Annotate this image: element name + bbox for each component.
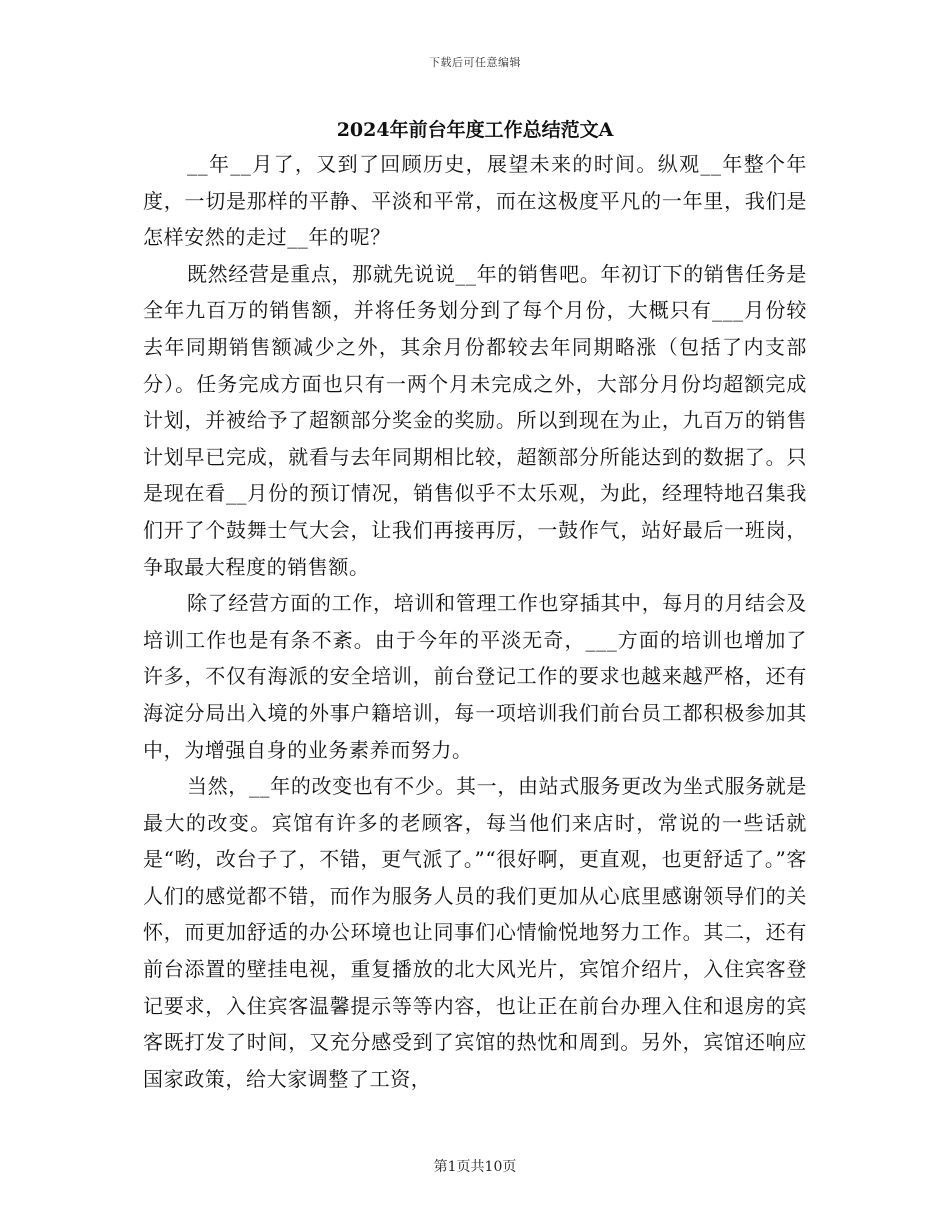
page-number: 第1页共10页 [433,1159,517,1175]
paragraph-1: __年__月了，又到了回顾历史，展望未来的时间。纵观__年整个年度，一切是那样的平静、平淡和平常，而在这极度平凡的一年里，我们是怎样安然的走过__年的呢？ [143,152,807,250]
document-body [143,146,807,1097]
paragraph-3: 除了经营方面的工作，培训和管理工作也穿插其中，每月的月结会及培训工作也是有条不紊。由于今年的平淡无奇，___方面的培训也增加了许多，不仅有海派的安全培训，前台登记工作的要求也越来越严格，还有海淀分局出入境的外事户籍培训，每一项培训我们前台员工都积极参加其中，为增强自身的业务素养而努力。 [143,591,807,762]
page-header-note: 下载后可任意编辑 [429,56,521,69]
paragraph-4: 当然，__年的改变也有不少。其一，由站式服务更改为坐式服务就是最大的改变。宾馆有许多的老顾客，每当他们来店时，常说的一些话就是“哟，改台子了，不错，更气派了。”“很好啊，更直观，也更舒适了。”客人们的感觉都不错，而作为服务人员的我们更加从心底里感谢领导们的关怀，而更加舒适的办公环境也让同事们心情愉悦地努力工作。其二，还有前台添置的壁挂电视，重复播放的北大风光片，宾馆介绍片，入住宾客登记要求，入住宾客温馨提示等等内容，也让正在前台办理入住和退房的宾客既打发了时间，又充分感受到了宾馆的热忱和周到。另外，宾馆还响应国家政策，给大家调整了工资， [143,774,807,1091]
document-title: 2024年前台年度工作总结范文A [336,119,614,141]
paragraph-2: 既然经营是重点，那就先说说__年的销售吧。年初订下的销售任务是全年九百万的销售额，并将任务划分到了每个月份，大概只有___月份较去年同期销售额减少之外，其余月份都较去年同期略涨（包括了内支部分）。任务完成方面也只有一两个月未完成之外，大部分月份均超额完成计划，并被给予了超额部分奖金的奖励。所以到现在为止，九百万的销售计划早已完成，就看与去年同期相比较，超额部分所能达到的数据了。只是现在看__月份的预订情况，销售似乎不太乐观，为此，经理特地召集我们开了个鼓舞士气大会，让我们再接再厉，一鼓作气，站好最后一班岗，争取最大程度的销售额。 [143,261,807,579]
